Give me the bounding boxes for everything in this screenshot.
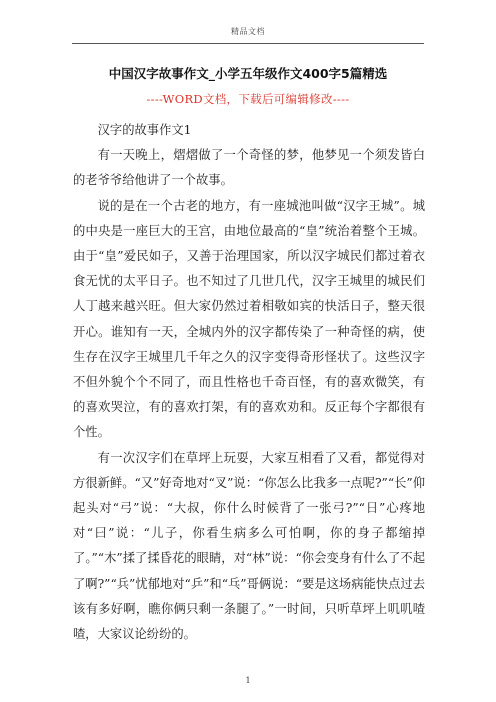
document-notice: ----WORD文档，下载后可编辑修改----: [146, 92, 350, 106]
document-title: 中国汉字故事作文_小学五年级作文400字5篇精选: [108, 66, 388, 81]
document-body: [73, 118, 425, 647]
paragraph: 有一次汉字们在草坪上玩耍，大家互相看了又看，都觉得对方很新鲜。“又”好奇地对“叉”说：“你怎么比我多一点呢?”“长”仰起头对“弓”说：“大叔，你什么时候背了一张弓?”“日”心疼地对“曰”说：“儿子，你看生病多么可怕啊，你的身子都缩掉了。”“木”揉了揉昏花的眼睛，对“林”说：“你会变身有什么了不起了啊?”“兵”忧郁地对“乒”和“乓”哥俩说：“要是这场病能快点过去该有多好啊，瞧你俩只剩一条腿了。”一时间，只听草坪上叽叽喳喳，大家议论纷纷的。: [73, 450, 426, 642]
paragraph: 有一天晚上，熠熠做了一个奇怪的梦，他梦见一个须发皆白的老爷爷给他讲了一个故事。: [73, 148, 425, 188]
header-divider: [72, 43, 424, 44]
paragraph: 说的是在一个古老的地方，有一座城池叫做“汉字王城”。城的中央是一座巨大的王宫，由地位最高的“皇”统治着整个王城。由于“皇”爱民如子，又善于治理国家，所以汉字城民们都过着衣食无忧的太平日子。也不知过了几世几代，汉字王城里的城民们人丁越来越兴旺。但大家仍然过着相敬如宾的快活日子，整天很开心。谁知有一天，全城内外的汉字都传染了一种奇怪的病，使生存在汉字王城里几千年之久的汉字变得奇形怪状了。这些汉字不但外貌个个不同了，而且性格也千奇百怪，有的喜欢微笑，有的喜欢哭泣，有的喜欢打架，有的喜欢劝和。反正每个字都很有个性。: [73, 198, 425, 440]
page-number: 1: [245, 676, 251, 685]
paragraph-heading: 汉字的故事作文1: [97, 123, 192, 137]
header-label: 精品文档: [231, 27, 265, 36]
